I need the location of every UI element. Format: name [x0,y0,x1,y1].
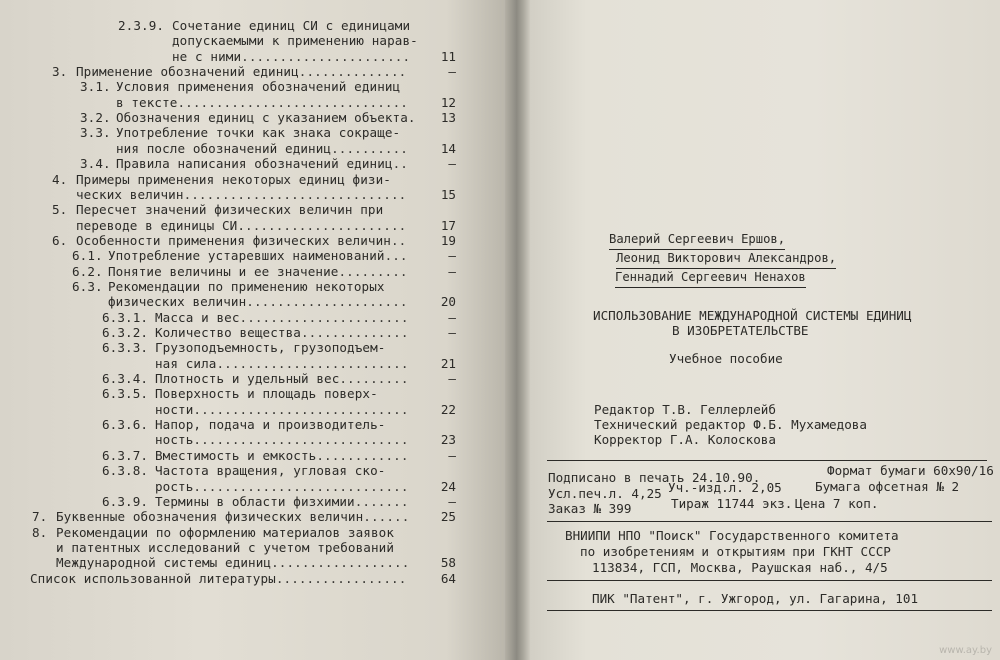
toc-entry-text: допускаемыми к применению нарав- [172,33,418,49]
pub-sheets: Уч.-изд.л. 2,05 [668,480,782,495]
toc-page-number: 17 [440,217,456,233]
toc-entry-text: Плотность и удельный вес......... [155,371,409,387]
right-page-imprint [530,0,1000,660]
toc-page-number: 19 [440,232,456,248]
toc-leader-dots: ......... [338,263,408,279]
toc-number: 6.3.4. [102,371,149,387]
toc-leader-dots: ..................... [246,294,408,310]
technical-editor: Технический редактор Ф.Б. Мухамедова [594,417,867,432]
toc-entry-text: Особенности применения физических величин.. [76,232,407,248]
toc-leader-dots: .............. [300,325,409,340]
toc-number: 6.3.5. [102,386,149,402]
toc-entry-text: рость............................ [155,478,409,494]
toc-leader-dots: ...... [363,509,410,525]
toc-page-number: 13 [440,110,456,126]
toc-page-number: 20 [440,294,456,310]
toc-number: 6.3. [72,278,103,294]
toc-number: 3.1. [80,79,111,95]
toc-number: 3.3. [80,125,111,141]
toc-page-number: 23 [440,432,456,448]
toc-number: 6.3.7. [102,447,149,463]
imprint-rule-mid [547,521,992,522]
toc-number: 6.3.2. [102,325,149,340]
toc-page-number: 12 [440,94,456,110]
toc-page-number: 14 [440,140,456,156]
toc-page-number: – [448,325,456,340]
toc-leader-dots: ................. [275,570,407,586]
toc-leader-dots: .............................. [177,94,408,110]
toc-page-number: 15 [440,186,456,202]
toc-page-number: 21 [440,355,456,371]
toc-entry-text: Буквенные обозначения физических величин...... [56,509,410,525]
toc-entry-text: Поверхность и площадь поверх- [155,386,378,402]
toc-leader-dots: .................. [271,555,410,571]
toc-page-number: – [448,447,456,463]
toc-entry-text: физических величин..................... [108,294,408,310]
toc-page-number: – [448,493,456,509]
toc-number: 8. [32,524,48,540]
book-subtitle: Учебное пособие [669,351,783,366]
toc-leader-dots: .......... [331,140,408,156]
toc-leader-dots: .............. [298,64,407,80]
toc-number: 3. [52,64,68,80]
toc-entry-text: Термины в области физхимии....... [155,493,409,509]
publisher-address: 113834, ГСП, Москва, Раушская наб., 4/5 [592,560,888,575]
toc-number: 2.3.9. [118,18,165,33]
toc-leader-dots: ............................ [193,401,409,417]
toc-entry-text: Обозначения единиц с указанием объекта. [116,110,416,126]
imprint-rule-bottom [547,610,992,611]
print-run: Тираж 11744 экз. [671,496,793,511]
book-gutter [505,0,531,660]
toc-page-number: – [448,64,456,80]
toc-page-number: 22 [440,401,456,417]
book-title-line-1: ИСПОЛЬЗОВАНИЕ МЕЖДУНАРОДНОЙ СИСТЕМЫ ЕДИНИЦ [593,308,912,323]
toc-leader-dots: ............................. [183,186,407,202]
toc-entry-text: Напор, подача и производитель- [155,417,386,433]
paper-format: Формат бумаги 60х90/16 [827,463,994,478]
printer: ПИК "Патент", г. Ужгород, ул. Гагарина, 101 [592,591,919,606]
toc-number: 6.3.8. [102,463,149,479]
toc-number: 5. [52,202,68,218]
toc-entry-text: Рекомендации по оформлению материалов заявок [56,524,395,540]
price: Цена 7 коп. [795,496,879,511]
toc-number: 6.2. [72,263,103,279]
toc-leader-dots: ..................... [245,217,407,233]
toc-number: 7. [32,509,48,525]
toc-leader-dots: ......................... [216,355,409,371]
toc-leader-dots: ............................ [193,478,409,494]
toc-number: 6.3.1. [102,309,149,325]
toc-page-number: 11 [440,48,456,64]
toc-page-number: – [448,263,456,279]
toc-entry-text: ность............................ [155,432,409,448]
toc-entry-text: Употребление устаревших наименований... [108,248,408,264]
publisher-line-1: ВНИИПИ НПО "Поиск" Государственного комитета [565,528,899,543]
signed-date: Подписано в печать 24.10.90. [548,470,761,485]
toc-entry-text: Понятие величины и ее значение......... [108,263,408,279]
toc-page-number: 64 [440,570,456,586]
toc-entry-text: Частота вращения, угловая ско- [155,463,386,479]
toc-entry-text: Правила написания обозначений единиц.. [116,156,408,172]
toc-entry-text: Условия применения обозначений единиц [116,79,401,95]
toc-number: 6.3.9. [102,493,149,509]
toc-page-number: – [448,156,456,172]
toc-entry-text: переводе в единицы СИ...................... [76,217,407,233]
toc-entry-text: ния после обозначений единиц.......... [116,140,408,156]
toc-number: 6.3.3. [102,340,149,356]
toc-leader-dots: ............................ [193,432,409,448]
toc-page-number: – [448,371,456,387]
toc-entry-text: Пересчет значений физических величин при [76,202,384,218]
toc-entry-text: Список использованной литературы................. [30,570,407,586]
toc-number: 6. [52,232,68,248]
toc-leader-dots: ...................... [241,48,411,64]
editor: Редактор Т.В. Геллерлейб [594,402,776,417]
toc-leader-dots: .. [390,232,407,248]
toc-entry-text: Масса и вес...................... [155,309,409,325]
toc-number: 3.4. [80,156,111,172]
order-number: Заказ № 399 [548,501,632,516]
toc-entry-text: Применение обозначений единиц.............. [76,64,407,80]
toc-entry-text: Грузоподъемность, грузоподъем- [155,340,386,356]
toc-page-number: 24 [440,478,456,494]
author-1: Валерий Сергеевич Ершов, [609,232,785,250]
toc-entry-text: Рекомендации по применению некоторых [108,278,385,294]
toc-entry-text: ности............................ [155,401,409,417]
toc-page-number: 25 [440,509,456,525]
toc-leader-dots: .. [392,156,408,172]
toc-entry-text: Примеры применения некоторых единиц физи- [76,171,391,187]
watermark: www.ay.by [939,645,992,656]
toc-number: 4. [52,171,68,187]
author-3: Геннадий Сергеевич Ненахов [615,270,806,288]
toc-leader-dots: ......... [339,371,409,387]
toc-entry-text: не с ними...................... [172,48,411,64]
toc-entry-text: ная сила......................... [155,355,409,371]
toc-entry-text: и патентных исследований с учетом требований [56,539,395,555]
toc-leader-dots: ... [384,248,408,264]
publisher-line-2: по изобретениям и открытиям при ГКНТ СССР [580,544,891,559]
toc-entry-text: Количество вещества.............. [155,325,409,340]
toc-page-number: – [448,309,456,325]
toc-entry-text: Употребление точки как знака сокраще- [116,125,401,141]
author-2: Леонид Викторович Александров, [616,251,836,269]
toc-number: 6.1. [72,248,103,264]
toc-entry-text: Сочетание единиц СИ с единицами [172,18,411,33]
corrector: Корректор Г.А. Колоскова [594,432,776,447]
toc-entry-text: Международной системы единиц.................. [56,555,410,571]
toc-leader-dots: ....... [354,493,409,509]
toc-number: 3.2. [80,110,111,126]
toc-leader-dots: ............ [316,447,409,463]
toc-entry-text: Вместимость и емкость............ [155,447,409,463]
toc-number: 6.3.6. [102,417,149,433]
paper-type: Бумага офсетная № 2 [815,479,960,494]
book-title-line-2: В ИЗОБРЕТАТЕЛЬСТВЕ [672,323,809,338]
toc-page-number: – [448,248,456,264]
toc-page-number: 58 [440,555,456,571]
imprint-rule-lower [547,580,992,581]
print-sheets: Усл.печ.л. 4,25 [548,486,662,501]
toc-entry-text: ческих величин............................. [76,186,407,202]
toc-entry-text: в тексте.............................. [116,94,408,110]
toc-leader-dots: ...................... [239,309,409,325]
